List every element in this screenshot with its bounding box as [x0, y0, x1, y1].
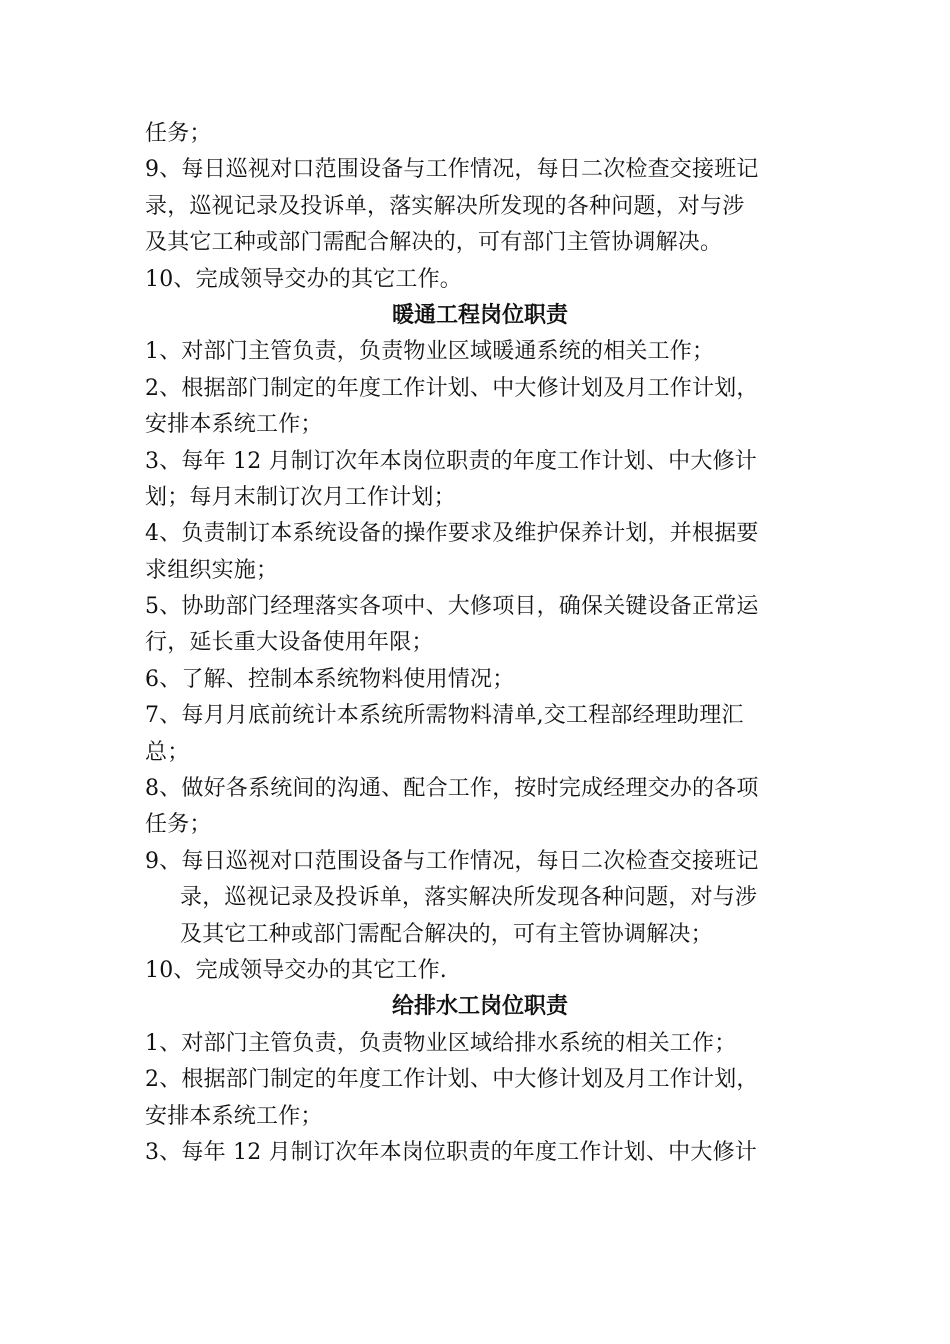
text-line: 行，延长重大设备使用年限；	[145, 630, 434, 656]
text-line: 3、每年 12 月制订次年本岗位职责的年度工作计划、中大修计	[145, 448, 757, 474]
text-line: 及其它工种或部门需配合解决的，可有部门主管协调解决。	[145, 230, 723, 256]
text-line: 9、每日巡视对口范围设备与工作情况，每日二次检查交接班记	[145, 848, 759, 874]
text-line: 9、每日巡视对口范围设备与工作情况，每日二次检查交接班记	[145, 157, 759, 183]
text-line: 任务；	[145, 812, 212, 838]
text-line: 3、每年 12 月制订次年本岗位职责的年度工作计划、中大修计	[145, 1139, 757, 1165]
text-line: 求组织实施；	[145, 557, 279, 583]
document-body	[145, 116, 815, 1171]
text-line-indented: 及其它工种或部门需配合解决的，可有主管协调解决；	[180, 921, 713, 947]
text-line: 1、对部门主管负责，负责物业区域给排水系统的相关工作；	[145, 1030, 737, 1056]
text-line: 7、每月月底前统计本系统所需物料清单,交工程部经理助理汇	[145, 703, 744, 729]
text-line: 4、负责制订本系统设备的操作要求及维护保养计划，并根据要	[145, 521, 759, 547]
text-line: 录，巡视记录及投诉单，落实解决所发现的各种问题，对与涉	[145, 193, 745, 219]
text-line: 划；每月末制订次月工作计划；	[145, 484, 456, 510]
text-line: 安排本系统工作；	[145, 412, 323, 438]
text-line: 10、完成领导交办的其它工作.	[145, 957, 447, 983]
section-heading-hvac: 暖通工程岗位职责	[391, 302, 568, 328]
text-line-indented: 录，巡视记录及投诉单，落实解决所发现各种问题，对与涉	[180, 885, 758, 911]
text-line: 1、对部门主管负责，负责物业区域暖通系统的相关工作；	[145, 339, 715, 365]
text-line: 2、根据部门制定的年度工作计划、中大修计划及月工作计划，	[145, 375, 759, 401]
text-line: 5、协助部门经理落实各项中、大修项目，确保关键设备正常运	[145, 594, 759, 620]
text-line: 安排本系统工作；	[145, 1103, 323, 1129]
text-line: 2、根据部门制定的年度工作计划、中大修计划及月工作计划，	[145, 1067, 759, 1093]
text-line: 8、做好各系统间的沟通、配合工作，按时完成经理交办的各项	[145, 776, 759, 802]
text-line: 10、完成领导交办的其它工作。	[145, 266, 462, 292]
text-line: 总；	[145, 739, 190, 765]
section-heading-plumbing: 给排水工岗位职责	[391, 994, 568, 1020]
text-line: 6、了解、控制本系统物料使用情况；	[145, 666, 515, 692]
text-line: 任务；	[145, 121, 212, 146]
